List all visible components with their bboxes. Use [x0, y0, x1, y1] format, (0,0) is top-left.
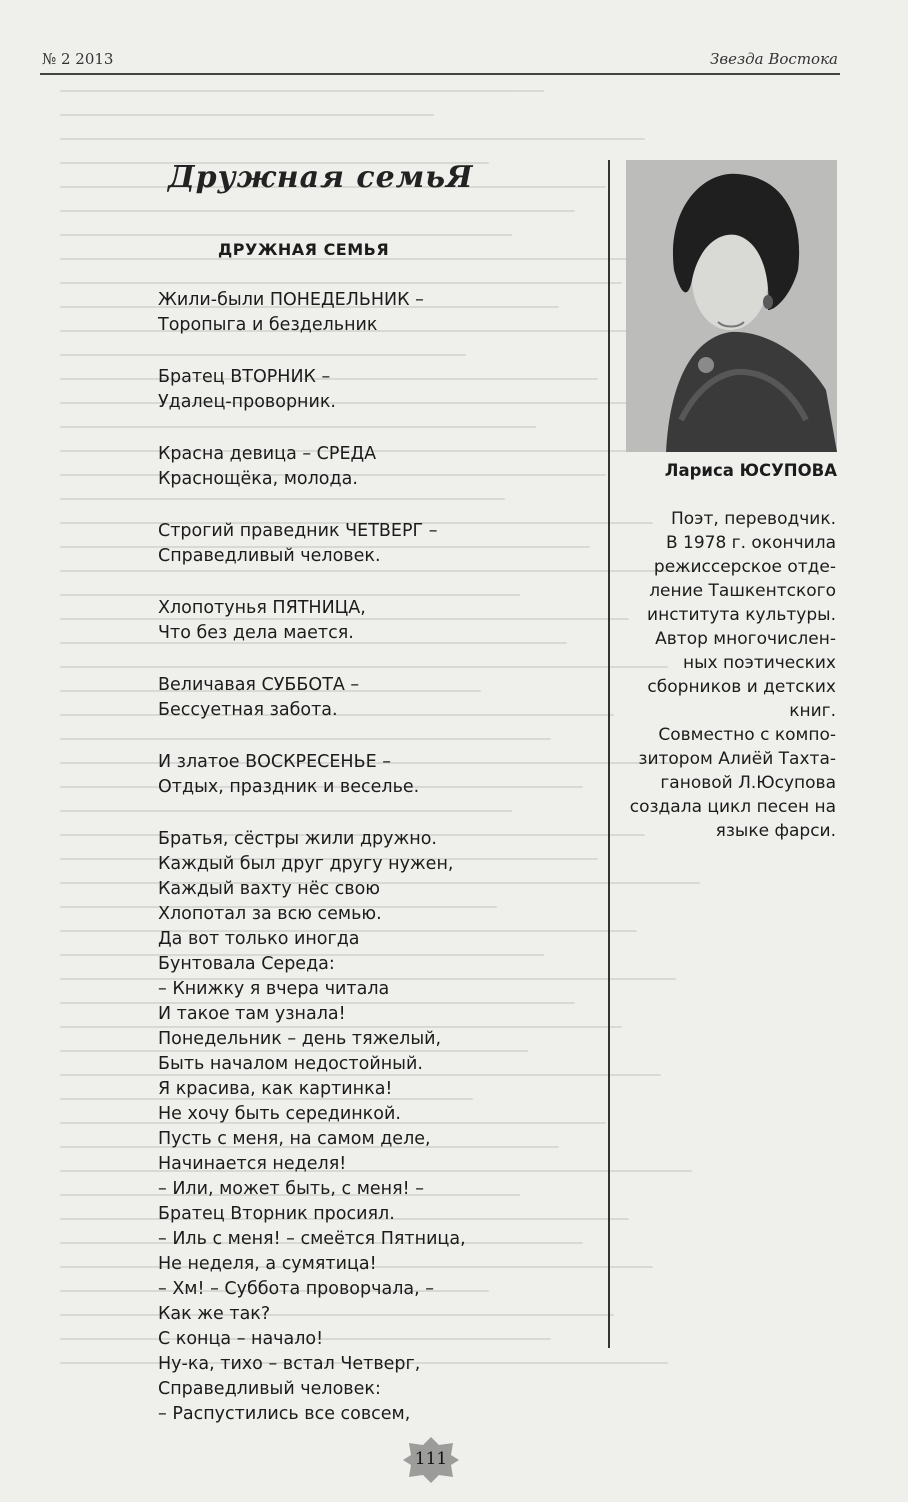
poem-line: Бессуетная забота.	[158, 700, 338, 720]
poem-stanza	[158, 750, 588, 800]
poem-line: Я красива, как картинка!	[158, 1079, 393, 1099]
poem-line: Не хочу быть серединкой.	[158, 1104, 401, 1124]
decorative-title: Дружная семьЯ	[168, 160, 474, 195]
poem-line: Хлопотал за всю семью.	[158, 904, 382, 924]
poem-line: С конца – начало!	[158, 1329, 324, 1349]
author-bio	[618, 507, 836, 843]
poem-line: Быть началом недостойный.	[158, 1054, 423, 1074]
poem-line: Строгий праведник ЧЕТВЕРГ –	[158, 521, 438, 541]
poem-line: Как же так?	[158, 1304, 271, 1324]
page-number: 111	[414, 1449, 448, 1469]
bio-line: создала цикл песен на	[629, 797, 836, 817]
poem-line: Бунтовала Середа:	[158, 954, 335, 974]
portrait-illustration	[626, 160, 837, 452]
poem-line: – Книжку я вчера читала	[158, 979, 390, 999]
poem-stanza	[158, 827, 588, 1427]
poem-line: Хлопотунья ПЯТНИЦА,	[158, 598, 366, 618]
author-name: Лариса ЮСУПОВА	[664, 461, 837, 480]
poem-line: Братец Вторник просиял.	[158, 1204, 395, 1224]
poem-line: – Распустились все совсем,	[158, 1404, 411, 1424]
poem-line: Понедельник – день тяжелый,	[158, 1029, 442, 1049]
poem-line: Отдых, праздник и веселье.	[158, 777, 420, 797]
poem-line: Краснощёка, молода.	[158, 469, 358, 489]
bio-line: института культуры.	[647, 605, 836, 625]
bio-line: Поэт, переводчик.	[671, 509, 836, 529]
poem-stanza	[158, 596, 588, 646]
poem-line: Справедливый человек.	[158, 546, 381, 566]
journal-name: Звезда Востока	[710, 50, 838, 68]
bio-line: ление Ташкентского	[649, 581, 836, 601]
header-rule	[40, 73, 840, 75]
poem-line: – Иль с меня! – смеётся Пятница,	[158, 1229, 466, 1249]
poem-line: Да вот только иногда	[158, 929, 360, 949]
bio-line: Совместно с компо-	[658, 725, 836, 745]
poem-line: Пусть с меня, на самом деле,	[158, 1129, 431, 1149]
poem-line: Начинается неделя!	[158, 1154, 347, 1174]
bio-line: Автор многочислен-	[655, 629, 836, 649]
column-divider	[608, 160, 610, 1348]
poem-line: – Хм! – Суббота проворчала, –	[158, 1279, 434, 1299]
poem-line: Братья, сёстры жили дружно.	[158, 829, 437, 849]
bio-line: зитором Алиёй Тахта-	[638, 749, 836, 769]
poem-line: Торопыга и бездельник	[158, 315, 378, 335]
poem-body	[158, 288, 588, 1454]
poem-stanza	[158, 442, 588, 492]
bio-line: языке фарси.	[715, 821, 836, 841]
bio-line: режиссерское отде-	[653, 557, 836, 577]
bio-line: гановой Л.Юсупова	[660, 773, 836, 793]
issue-number: № 2 2013	[42, 50, 114, 68]
poem-line: Каждый вахту нёс свою	[158, 879, 381, 899]
poem-line: Каждый был друг другу нужен,	[158, 854, 454, 874]
poem-line: И такое там узнала!	[158, 1004, 346, 1024]
poem-title: ДРУЖНАЯ СЕМЬЯ	[218, 240, 390, 259]
author-portrait	[626, 160, 837, 452]
bio-line: сборников и детских	[647, 677, 836, 697]
poem-line: Не неделя, а сумятица!	[158, 1254, 377, 1274]
poem-line: Удалец-проворник.	[158, 392, 336, 412]
poem-line: И златое ВОСКРЕСЕНЬЕ –	[158, 752, 391, 772]
poem-line: Братец ВТОРНИК –	[158, 367, 331, 387]
poem-line: Жили-были ПОНЕДЕЛЬНИК –	[158, 290, 424, 310]
poem-stanza	[158, 365, 588, 415]
page-number-badge	[403, 1437, 459, 1483]
poem-stanza	[158, 519, 588, 569]
poem-stanza	[158, 673, 588, 723]
poem-line: Справедливый человек:	[158, 1379, 381, 1399]
poem-stanza	[158, 288, 588, 338]
bio-line: книг.	[789, 701, 836, 721]
bio-line: ных поэтических	[682, 653, 836, 673]
poem-line: – Или, может быть, с меня! –	[158, 1179, 424, 1199]
bio-line: В 1978 г. окончила	[665, 533, 836, 553]
poem-line: Ну-ка, тихо – встал Четверг,	[158, 1354, 421, 1374]
poem-line: Что без дела мается.	[158, 623, 354, 643]
poem-line: Красна девица – СРЕДА	[158, 444, 377, 464]
poem-line: Величавая СУББОТА –	[158, 675, 360, 695]
